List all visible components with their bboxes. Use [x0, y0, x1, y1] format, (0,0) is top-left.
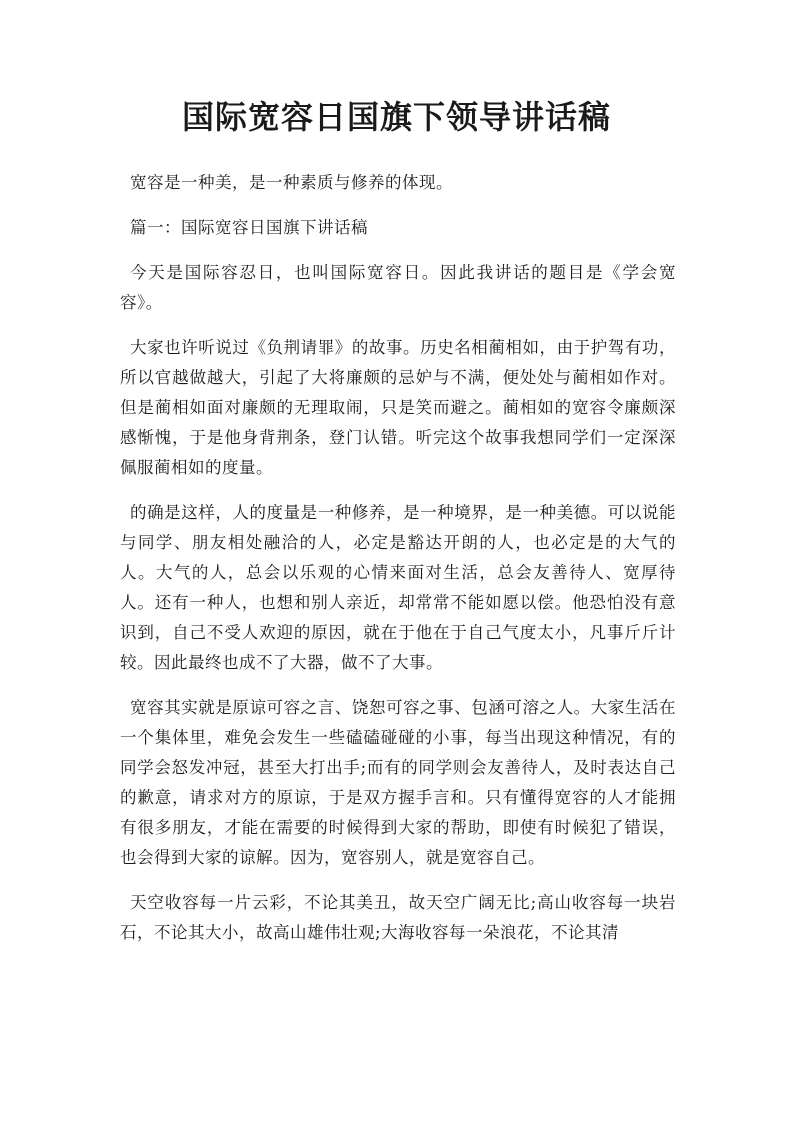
paragraph-forgiveness: 宽容其实就是原谅可容之言、饶恕可容之事、包涵可溶之人。大家生活在一个集体里，难免会发生一些磕磕碰碰的小事，每当出现这种情况，有的同学会怒发冲冠，甚至大打出手;而有的同学则会友善待人，及时表达自己的歉意，请求对方的原谅，于是双方握手言和。只有懂得宽容的人才能拥有很多朋友，才能在需要的时候得到大家的帮助，即使有时候犯了错误，也会得到大家的谅解。因为，宽容别人，就是宽容自己。 — [120, 698, 676, 867]
paragraph-story: 大家也许听说过《负荆请罪》的故事。历史名相蔺相如，由于护驾有功，所以官越做越大，引起了大将廉颇的忌妒与不满，便处处与蔺相如作对。但是蔺相如面对廉颇的无理取闹，只是笑而避之。蔺相如的宽容令廉颇深感惭愧，于是他身背荆条，登门认错。听完这个故事我想同学们一定深深佩服蔺相如的度量。 — [120, 338, 676, 477]
paragraph-intro: 宽容是一种美，是一种素质与修养的体现。 — [130, 173, 453, 192]
paragraph-nature: 天空收容每一片云彩，不论其美丑，故天空广阔无比;高山收容每一块岩石，不论其大小，故高山雄伟壮观;大海收容每一朵浪花，不论其清 — [120, 893, 676, 942]
document-title: 国际宽容日国旗下领导讲话稿 — [181, 98, 611, 136]
paragraph-topic: 今天是国际容忍日，也叫国际宽容日。因此我讲话的题目是《学会宽容》。 — [120, 263, 676, 312]
document-body — [120, 168, 676, 963]
paragraph-section-heading: 篇一：国际宽容日国旗下讲话稿 — [130, 218, 368, 237]
paragraph-magnanimity: 的确是这样，人的度量是一种修养，是一种境界，是一种美德。可以说能与同学、朋友相处融洽的人，必定是豁达开朗的人，也必定是的大气的人。大气的人，总会以乐观的心情来面对生活，总会友善待人、宽厚待人。还有一种人，也想和别人亲近，却常常不能如愿以偿。他恐怕没有意识到，自己不受人欢迎的原因，就在于他在于自己气度太小，凡事斤斤计较。因此最终也成不了大器，做不了大事。 — [120, 503, 676, 672]
